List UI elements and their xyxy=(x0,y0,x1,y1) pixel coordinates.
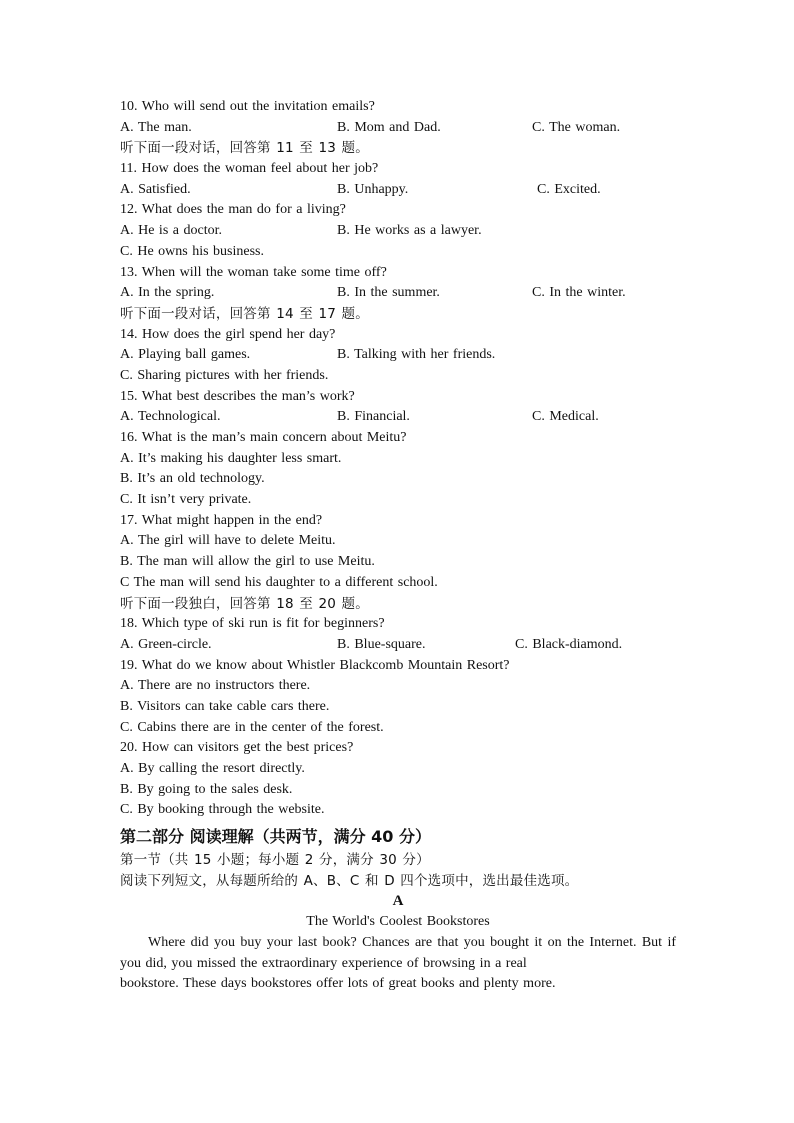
section-instruction-14-17: 听下面一段对话，回答第 14 至 17 题。 xyxy=(120,305,369,322)
section-instruction-11-13: 听下面一段对话，回答第 11 至 13 题。 xyxy=(120,140,369,157)
option-19-a: A. There are no instructors there. xyxy=(120,678,311,694)
option-20-b: B. By going to the sales desk. xyxy=(120,781,293,797)
option-19-b: B. Visitors can take cable cars there. xyxy=(120,698,330,714)
passage-letter: A xyxy=(392,893,404,910)
option-a: A. Playing ball games. xyxy=(120,347,251,363)
option-16-a: A. It’s making his daughter less smart. xyxy=(120,450,342,466)
option-14-c: C. Sharing pictures with her friends. xyxy=(120,367,329,383)
question-18: 18. Which type of ski run is fit for beginners? xyxy=(120,616,385,632)
part-two-heading: 第二部分 阅读理解（共两节，满分 40 分） xyxy=(120,827,431,847)
option-b: B. Financial. xyxy=(337,409,410,425)
options-11 xyxy=(120,180,676,201)
question-17: 17. What might happen in the end? xyxy=(120,512,323,528)
passage-paragraph: Where did you buy your last book? Chances are that you bought it on the Internet. But if you did, you missed the extraordinary experience of browsing in a real xyxy=(120,934,676,971)
options-18 xyxy=(120,635,676,656)
option-a: A. In the spring. xyxy=(120,285,215,301)
exam-page xyxy=(120,97,676,995)
reading-instructions: 阅读下列短文，从每题所给的 A、B、C 和 D 四个选项中，选出最佳选项。 xyxy=(120,872,579,889)
option-b: B. He works as a lawyer. xyxy=(337,223,482,239)
option-c: C. Excited. xyxy=(537,181,601,197)
options-14 xyxy=(120,345,676,366)
question-19: 19. What do we know about Whistler Blackcomb Mountain Resort? xyxy=(120,657,510,673)
options-12 xyxy=(120,221,676,242)
option-17-b: B. The man will allow the girl to use Meitu. xyxy=(120,554,375,570)
option-12-c: C. He owns his business. xyxy=(120,243,265,259)
option-17-a: A. The girl will have to delete Meitu. xyxy=(120,533,336,549)
option-c: C. Medical. xyxy=(532,409,599,425)
section-one-heading: 第一节（共 15 小题；每小题 2 分，满分 30 分） xyxy=(120,852,430,869)
passage-title: The World's Coolest Bookstores xyxy=(306,914,490,930)
options-10 xyxy=(120,118,676,139)
option-a: A. He is a doctor. xyxy=(120,223,222,239)
option-16-c: C. It isn’t very private. xyxy=(120,492,252,508)
option-c: C. In the winter. xyxy=(532,285,626,301)
option-b: B. Blue-square. xyxy=(337,636,426,652)
section-instruction-18-20: 听下面一段独白，回答第 18 至 20 题。 xyxy=(120,595,369,612)
option-20-c: C. By booking through the website. xyxy=(120,802,325,818)
option-17-c: C The man will send his daughter to a different school. xyxy=(120,574,438,590)
option-b: B. Mom and Dad. xyxy=(337,119,441,135)
question-12: 12. What does the man do for a living? xyxy=(120,202,346,218)
option-b: B. In the summer. xyxy=(337,285,440,301)
option-b: B. Unhappy. xyxy=(337,181,409,197)
option-19-c: C. Cabins there are in the center of the forest. xyxy=(120,719,384,735)
option-a: A. The man. xyxy=(120,119,192,135)
option-c: C. The woman. xyxy=(532,119,621,135)
option-16-b: B. It’s an old technology. xyxy=(120,471,265,487)
option-b: B. Talking with her friends. xyxy=(337,347,496,363)
question-16: 16. What is the man’s main concern about Meitu? xyxy=(120,430,407,445)
option-c: C. Black-diamond. xyxy=(515,636,623,652)
question-13: 13. When will the woman take some time off? xyxy=(120,264,387,280)
option-a: A. Green-circle. xyxy=(120,636,212,652)
question-15: 15. What best describes the man’s work? xyxy=(120,388,355,404)
passage-paragraph-end: bookstore. These days bookstores offer lots of great books and plenty more. xyxy=(120,976,556,992)
question-11: 11. How does the woman feel about her job? xyxy=(120,161,379,177)
options-13 xyxy=(120,283,676,304)
question-20: 20. How can visitors get the best prices? xyxy=(120,740,354,756)
option-a: A. Technological. xyxy=(120,409,221,425)
options-15 xyxy=(120,407,676,428)
option-20-a: A. By calling the resort directly. xyxy=(120,761,305,776)
question-14: 14. How does the girl spend her day? xyxy=(120,326,336,342)
option-a: A. Satisfied. xyxy=(120,181,191,197)
question-10: 10. Who will send out the invitation emails? xyxy=(120,99,375,114)
